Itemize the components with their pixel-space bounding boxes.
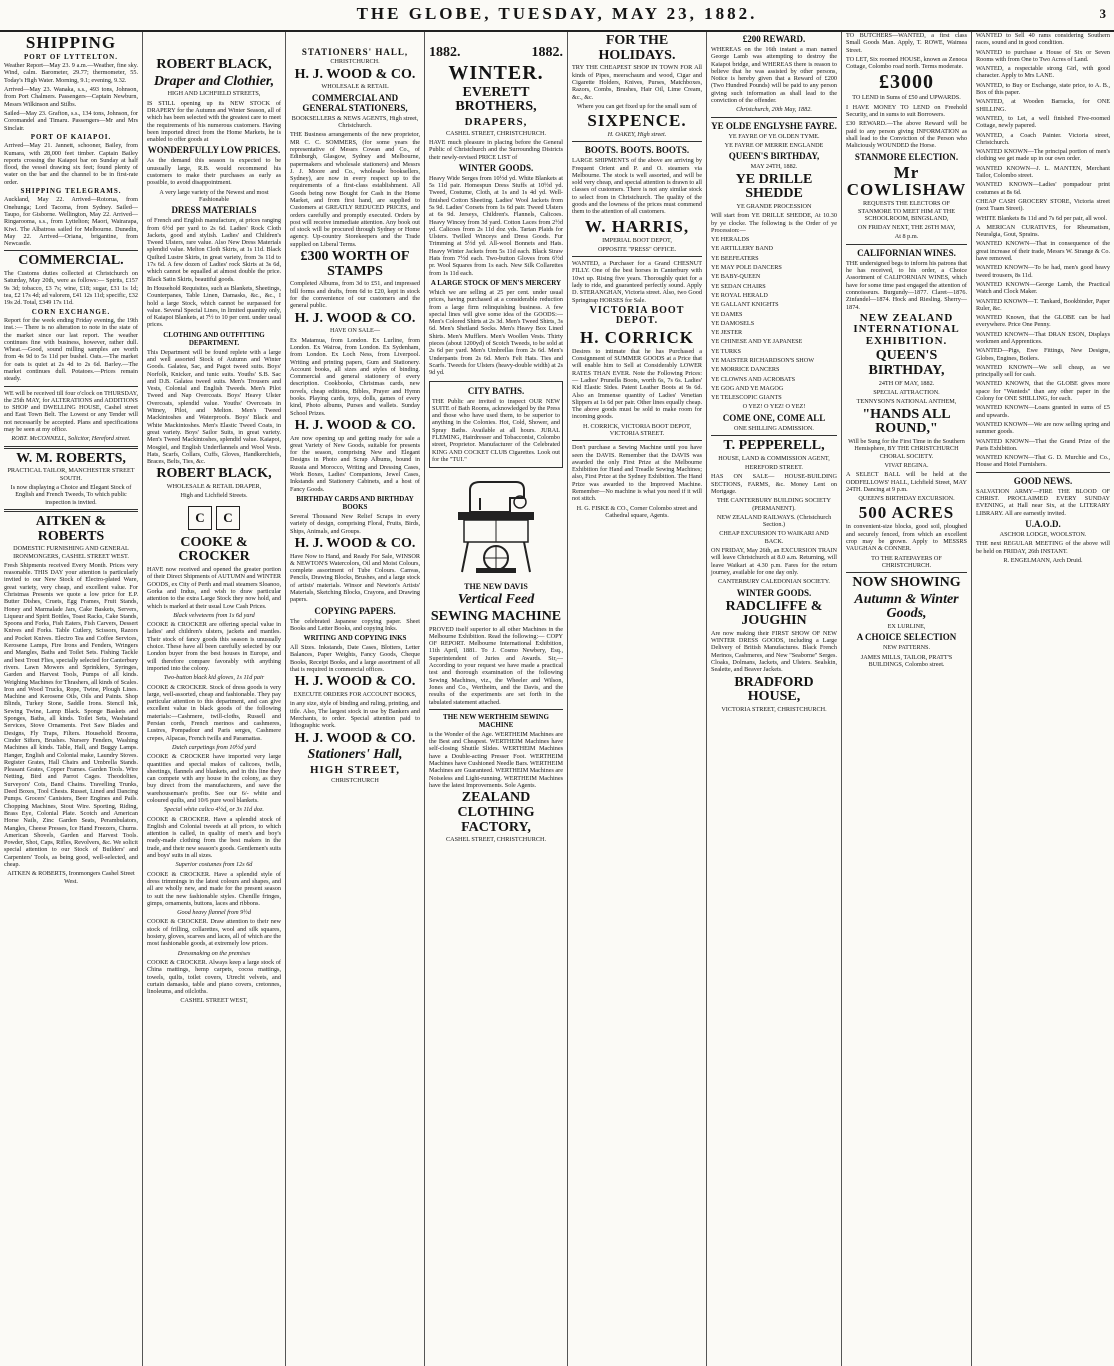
stamps-text: Completed Albums, from 3d to £51, and impressed bill forms and drafts, from 6d to £20, kept in stock for the convenience of our customers and the general public. [290, 280, 420, 310]
divider [711, 117, 837, 118]
onsale-heading: HAVE ON SALE— [329, 327, 381, 335]
wanted-item: WHITE Blankets 8s 11d and 7s 6d per pair, all wool. [976, 214, 1108, 222]
birthday-heading: BIRTHDAY CARDS AND BIRTHDAY BOOKS [296, 494, 414, 511]
procession-item: YE CLOWNS AND ACROBATS [711, 375, 796, 383]
wertheim-text: is the Wonder of the Age. WERTHEIM Machines are the Best and Cheapest. WERTHEIM Machines have self-closing Shuttle Slides. WERTHEIM Machines have a Double-acting Presser Foot. WERTHEIM Machines have Cushioned Needle Bars. WERTHEIM Machines are Guaranteed. WERTHEIM Machines are Noiseless and Light-running. WERTHEIM Machines have the latest Improvements. Sole Agents. [429, 730, 563, 789]
wanted-item: WANTED KNOWN—That the Grand Prize of the Paris Exhibition. [976, 437, 1110, 452]
wanted-item: WANTED Known, that the GLOBE can be had everywhere. Price One Penny. [976, 314, 1110, 329]
queens-heading: QUEEN'S BIRTHDAY, [728, 151, 820, 162]
corrick-heading: H. CORRICK [580, 327, 694, 347]
divider [4, 250, 138, 251]
robert-black-assortment: A very large variety of the Newest and most Fashionable [159, 188, 269, 203]
wanted-item: WANTED KNOWN—We are now selling spring and summer goods. [976, 420, 1110, 436]
uaod-heading: U.A.O.D. [1025, 518, 1061, 529]
wanted-item: WANTED KNOWN—We sell cheap, as we principally sell for cash. [976, 363, 1110, 379]
divider [711, 435, 837, 436]
drille-text: Will start from YE DRILLE SHEDDE, At 10.30 by ye clocke. The following is the Order of ye Procession:— [711, 212, 837, 234]
onsale-text: Ex Matamua, from London. Ex Lurline, from London. Ex Wairoa, from London. Ex Sydenham, from London. Ex Loch Ness, from Liverpool. Writing and printing papers, Gum and Stationery. Account books, all sizes and styles of binding. Commercial and general stationery of every description. Cookbooks, Christmas cards, new novels, cheap editions, Bibles, Prayer and Hymn books. Playing cards, toys, dolls, games of every kind, Photo albums, Purses and wallets. Sunday School Prizes. [290, 336, 420, 417]
procession-item: YE TELESCOPIC GIANTS [711, 394, 782, 402]
divider [846, 244, 967, 245]
robert-black-intro: IS STILL opening up its NEW STOCK of DRAPERY for the Autumn and Winter Season, all of which has been selected with the greatest care to meet the requirements of his numerous customers. Having been imported direct from the Home Markets, he is enabled to offer goods at [147, 99, 281, 144]
robert-black-sign-address: High and Lichfield Streets. [180, 492, 248, 500]
wanted-item: WANTED KNOWN—That in consequence of the great increase of their trade, Messrs W. Strange & Co. have removed. [976, 240, 1110, 263]
harris-address: OPPOSITE "PRESS" OFFICE. [597, 245, 677, 253]
winter-heading: WINTER. [448, 61, 544, 84]
robert-black-intro2: As the demand this season is expected to be unusually large, R.B. would recommend his customers to make their purchases as early as possible, to avoid disappointment. [147, 157, 281, 187]
procession-item: YE DAMOSELS [711, 319, 755, 327]
writing-heading: WRITING AND COPYING INKS [303, 634, 407, 643]
wanted-item: CHEAP CASH GROCERY STORE, Victoria street (next Tuam Street). [976, 197, 1110, 213]
dress-materials-text: of French and English manufacture, at prices ranging from 6½d per yard to 2s 6d. Ladies' Rock Cloth Jackets, good and stylish. Ladies' and Children's Tweed Ulsters, rare value. Also New Dress Materials splendid value. Melton Cloth Skirts, at 1s 11d. Black Quilted Lustre Skirts, in great variety, from 3s 11d to 17s 6d. A few dozen of Ladies' rock Skirts at 3s 6d, which cannot be equalled at almost double the price. Black Satin Skirts, beautiful goods. [147, 217, 281, 283]
ratepayers-heading: TO THE RATEPAYERS OF CHRISTCHURCH. [871, 554, 942, 569]
birthday2-heading: QUEEN'S BIRTHDAY, [868, 348, 945, 379]
clothing-heading: CLOTHING AND OUTFITTING DEPARTMENT. [163, 330, 265, 347]
stamps-heading: £300 WORTH OF STAMPS [300, 249, 410, 279]
kaiapoi-heading: PORT OF KAIAPOI. [30, 132, 112, 141]
lodge-sign: R. ENGELMANN, Arch Druid. [1003, 556, 1083, 564]
procession-item: YE BABY-QUEEN [711, 273, 761, 281]
pepperell-sub: HOUSE, LAND & COMMISSION AGENT, [718, 454, 830, 462]
zealand-sub: CASHEL STREET, CHRISTCHURCH. [445, 836, 547, 844]
procession-item: YE ARTILLERY BAND [711, 245, 773, 253]
reward-ad: £30 REWARD.—The above Reward will be paid to any person giving INFORMATION as shall lead to the Conviction of the Person who Maliciously WOUNDED the Horse. [846, 120, 967, 150]
news-heading: GOOD NEWS. [1013, 475, 1073, 486]
procession-item: YE BEEFEATERS [711, 254, 759, 262]
wood-heading-2: H. J. WOOD & CO. [294, 310, 416, 326]
goods-text: Heavy Wide Serges from 10½d yd. White Blankets at 5s 11d pair. Homespun Dress Stuffs at 10½d yd. Tweed, Costume, Cloth, at 1s and 1s 4d yd. Well-finished Cotton Sheeting. Ladies' Wool Jackets from 5s 9d. Ladies' Corsets from 1s 6d pair. Tweed Ulsters at 6s 9d. Jerseys, Children's. Flannels, Calicoes. Heavy Wincey from 3d yard. Cotton Laces from 2½d yd. Calicoes from 2s 11d doz yds. Tartan Plaids for Ulsters. Twilled Winceys and Dress Goods. Fur Trimming at 5½d yd. All-wool Bonnets and Hats. Heavy Winter Jackets from 5s 11d each. Black Straw Hats from 7½d each. Two-button Gloves from 6½d pr. Wool Squares from 1s each. New Silk Collarettes from 1s 11d each. [429, 174, 563, 277]
procession-item: YE GOG AND YE MAGOG [711, 384, 784, 392]
holidays-heading: FOR THE HOLIDAYS. [598, 33, 676, 63]
wanted-item: WANTED KNOWN—J. L. MANTEN, Merchant Tailor, Colombo street. [976, 164, 1110, 180]
autumn-heading: Autumn & Winter Goods, [854, 591, 959, 622]
column-holidays [568, 32, 707, 1366]
wood-sub2: COMMERCIAL AND GENERAL STATIONERS, [302, 92, 408, 113]
cooke-block-3: COOKE & CROCKER have imported very large quantities and special makes of calicoes, twills, sheetings, flannels and blankets, and in this line they can compete with any house in the colony, as they buy direct from the manufacturers, and save the warehouseman's profits. See our 6/- white and coloured quilts, and 10/6 pure wool blankets. [147, 753, 281, 804]
procession-item: YE MAY POLE DANCERS [711, 264, 782, 272]
year-left: 1882. [429, 45, 461, 60]
wines-text: THE undersigned begs to inform his patrons that he has received, to his order, a Choice Assortment of CALIFORNIAN WINES, which have for some time past engaged the attention of connoisseurs. Burgundy—1877. Claret—1876. Zinfandel—1874. Hock and Riesling. Sherry—1874. [846, 259, 967, 311]
telegrams-report: Auckland, May 22. Arrived—Rotorua, from Onehunga; Lord Tacoma, from Sydney. Sailed—Taupo, for Gisborne. Wellington, May 22. Arrived—Ringarooma, s.s., from Lyttelton; Maori, Wairarapa, Kiwi. The Albatross sailed for Melbourne. Dunedin, May 22. Arrived—Oriana, brigantine, from Newcastle. [4, 196, 138, 248]
tennyson-text: Will be Sung for the First Time in the Southern Hemisphere, BY THE CHRISTCHURCH CHORAL SOCIETY. [848, 438, 965, 460]
wanted-item: WANTED, to Let, a well finished Five-roomed Cottage, newly papered. [976, 114, 1110, 130]
wood-text-3: Are now opening up and getting ready for sale a great Variety of New Goods, suitable for presents for the season, comprising New and Elegant Designs in Photo and Scrap Albums, bound in Russia and Morocco, Writing and Dressing Cases, Work Boxes, Ladies' Companions, Jewel Cases, Inkstands and Stationery Cabinets, and a host of Fancy Goods. [290, 434, 420, 493]
pepperell-address: HEREFORD STREET. [745, 464, 803, 472]
drapers-address: CASHEL STREET, CHRISTCHURCH. [445, 129, 547, 137]
commercial-heading: COMMERCIAL. [18, 253, 124, 269]
cowlishaw-time: At 8 p.m. [894, 233, 919, 241]
vivat-line: VIVAT REGINA. [884, 461, 929, 469]
showing-heading: NOW SHOWING [852, 575, 961, 591]
wines-heading: CALIFORNIAN WINES. [857, 247, 956, 258]
cowlishaw-heading: Mr COWLISHAW [846, 162, 967, 200]
victoria-depot-heading: VICTORIA BOOT DEPOT. [589, 304, 685, 327]
wood-heading: H. J. WOOD & CO. [294, 66, 416, 82]
wanted-item: WANTED, a Coach Painter. Victoria street, Christchurch. [976, 131, 1110, 146]
wanted-item: WANTED KNOWN—To be had, men's good heavy tweed trousers, 8s 11d. [976, 264, 1110, 279]
wood-sub3-6: CHRISTCHURCH [331, 777, 379, 785]
railway-heading: NEW ZEALAND RAILWAYS. (Christchurch Section.) [716, 513, 832, 529]
wanted-item: WANTED KNOWN—That G. D. Murchie and Co., House and Hotel Furnishers. [976, 454, 1110, 469]
wertheim-heading: THE NEW WERTHEIM SEWING MACHINE [443, 712, 549, 729]
choice-line: A CHOICE SELECTION [856, 632, 957, 643]
column-wood [286, 32, 425, 1366]
baths-heading: CITY BATHS. [467, 385, 525, 396]
robert-black-subheading: Draper and Clothier, [153, 73, 275, 89]
wood-sub2-6: HIGH STREET, [309, 763, 401, 776]
divider [846, 572, 967, 573]
copying-text: The celebrated Japanese copying paper. Sheet Books and Letter Books, and copying Inks. [290, 617, 420, 632]
weather-report: Weather Report—May 23. 9 a.m.—Weather, fine sky. Wind, calm. Barometer, 29.77; thermometer, 55. Today's High Water. Morning, 9.1; evening, 9.32. [4, 62, 138, 84]
divider [4, 446, 138, 449]
wanted-item: WANTED, a respectable strong Girl, with good character. Apply to Mrs LANE. [976, 65, 1110, 80]
wood-heading-3: H. J. WOOD & CO. [294, 417, 416, 433]
reward-heading: £200 REWARD. [742, 34, 806, 44]
sixpence-sign: H. OAKEY, High street. [607, 131, 667, 138]
divider [572, 440, 702, 441]
mills-sign: JAMES MILLS, TAILOR, PRATT'S BUILDINGS, Colombo street. [860, 653, 953, 669]
building-society: THE CANTERBURY BUILDING SOCIETY (PERMANENT). [716, 497, 832, 512]
divider [976, 472, 1110, 473]
procession-item: YE HERALDS [711, 236, 750, 244]
fisk-sign: H. G. FISKE & CO., Corner Colombo street and Cathedral square, Agents. [576, 504, 698, 519]
dress-materials-heading: DRESS MATERIALS [171, 205, 257, 216]
wanted-item: WANTED KNOWN—The principal portion of men's clothing we get made up in our own order. [976, 148, 1110, 163]
divider [4, 509, 138, 512]
cooke-block-7: COOKE & CROCKER. Always keep a large stock of China mattings, hemp carpets, cocoa mattings, towels, quilts, toilet covers, Utrecht velvets, and curtain damasks, table and piano covers, cretonnes, linoleums, and oilcloths. [147, 958, 281, 996]
port-heading: PORT OF LYTTELTON. [24, 52, 118, 61]
winter-goods-heading: WINTER GOODS. [736, 587, 812, 598]
sixpence-heading: SIXPENCE. [587, 111, 687, 131]
roberts-subheading: PRACTICAL TAILOR, MANCHESTER STREET SOUTH. [7, 467, 135, 482]
hands-heading: "HANDS ALL ROUND," [862, 406, 951, 437]
harris-heading: W. HARRIS, [584, 216, 690, 236]
column-election [842, 32, 972, 1366]
low-prices: WONDERFULLY LOW PRICES. [147, 145, 281, 156]
wanted-list [976, 32, 1110, 469]
procession-item: YE MORRICE DANCERS [711, 366, 780, 374]
cooke-value-5: Superior costumes from 12s 6d [175, 861, 253, 869]
wood-text-4: Have Now to Hand, and Ready For Sale, WINSOR & NEWTON'S Watercolors, Oil and Moist Colours, complete assortment of Tube Colours. Canvas, Pencils, Drawing Blocks, Brushes, and a large stock of artists' materials. Winsor and Newton's Artists' Materials, Sketching Blocks, Crayons, and Drawing papers. [290, 552, 420, 604]
pepperell-heading: T. PEPPERELL, [723, 438, 825, 454]
column-shipping [0, 32, 143, 1366]
cooke-text: HAVE now received and opened the greater portion of their Direct Shipments of AUTUMN and WINTER GOODS, ex City of Perth and mail steamers Sloanoo, Gorka and Indus, and wish to draw particular attention to the extra Large Stock they now hold, and which is marked at their usual Low Cash Prices. [147, 566, 281, 610]
cooke-block-4: COOKE & CROCKER. Have a splendid stock of English and Colonial tweeds at all prices, to which attention is called, in quality of men's and boy's ready-made clothing from the best makers in the trade, and their new season's goods. Gentlemen's suits and boys' suits in all sizes. [147, 815, 281, 860]
machine-caption: THE NEW DAVIS [464, 582, 528, 592]
masthead [0, 0, 1114, 32]
wanted-item: WANTED to Sell 40 rams considering Southern races, sound and in good condition. [976, 32, 1110, 47]
robert-black-sign-sub: WHOLESALE & RETAIL DRAPER, [166, 483, 262, 491]
procession-item: YE CHINESE AND YE JAPANESE [711, 338, 803, 346]
procession-list [711, 236, 837, 401]
wanted-item: WANTED, to Buy or Exchange, state price, to A. B., Box of this paper. [976, 81, 1110, 97]
birthday-text: Several Thousand New Relief Scraps in every variety of design, comprising Floral, Fruits, Birds, Ships, Animals, and Groups. [290, 512, 420, 535]
clothing-text: This Department will be found replete with a large and well assorted Stock of Autumn and Winter Goods. Galatea, Sac, and Pagot tweed suits. Boys' Norfolk, Knicker, and tunic suits. Youths' S.B. Sac and D.B. Galatea tweed suits. Men's Trousers and Vests, Colonial and English Tweeds. Men's Pilot Tweed and Nap Overcoats. Boys' Heavy Ulster Overcoats, splendid value. Youths' Overcoats in Witney, Pilot, and Melton. Men's Tweed Mackintoshes and Waterproofs. Boys' Black and White Mackintoshes. Men's Elastic Tweed Coats, in great variety. Boys' Sailor Suits, in great variety. Men's Tweed Mackintoshes, splendid value. Kaiapoi, Mosgiel, and English Underflannels and Wool Vests. Hats, Scarfs, Collars, Cuffs, Gloves, Handkerchiefs, Braces, Belts, Ties, &c. [147, 348, 281, 466]
robert-black-heading: ROBERT BLACK, [156, 57, 272, 72]
procession-item: YE TURKS [711, 347, 741, 355]
cooke-footer: CASHEL STREET WEST, [180, 997, 248, 1005]
wanted-item: WANTED, at Wooden Barracks, for ONE SHILLING. [976, 98, 1110, 113]
roberts-text: Is now displaying a Choice and Elegant Stock of English and French Tweeds, To which public inspection is invited. [10, 483, 132, 506]
everett-heading: EVERETT BROTHERS, [455, 84, 537, 115]
money-ad: I HAVE MONEY TO LEND on Freehold Security, and in sums to suit Borrowers. [846, 103, 967, 119]
cooke-value-2: Two-button black kid gloves, 1s 11d pair [163, 674, 265, 682]
wood-sub-5: EXECUTE ORDERS FOR ACCOUNT BOOKS, [293, 691, 417, 699]
wood-sub3: BOOKSELLERS & NEWS AGENTS, High street, Christchurch. [291, 114, 419, 130]
tender-signature: ROBT. McCONNELL, Solicitor, Hereford street. [11, 435, 131, 443]
tennyson-heading: TENNYSON'S NATIONAL ANTHEM, [856, 398, 957, 406]
stationers-city: CHRISTCHURCH. [330, 58, 380, 66]
monogram-left: C [188, 506, 212, 530]
wood-heading-5: H. J. WOOD & CO. [294, 674, 416, 690]
bradford-heading: BRADFORD HOUSE, [734, 674, 814, 705]
wanted-item: WANTED—Pigs, Ewe Fittings, New Designs, Globes, Engines, Boilers. [976, 347, 1110, 362]
mercery-text: Which we are selling at 25 per cent. under usual prices, having purchased at a considerable reduction from a large firm relinquishing business. A few special lines will give some idea of the GOODS:— Men's Colored Shirts at 2s 3d. Men's Tweed Shirts, 3s 6d. Men's Shetland Socks. Men's Heavy Box Lined Shirts. Men's Mufflers. Men's Woollen Vests. Thirty pieces (about 1200yd) of Scotch Tweeds, to be sold at 2s 6d per yard. Men's Umbrellas from 2s 6d. Men's Underpants from 2s 6d. Men's Felt Hats. Ties and Scarfs. Tweeds for Ulsters (heavy-double width) at 2s 9d yd. [429, 288, 563, 377]
olde-heading: YE OLDE ENGLYSHE FAYRE. [711, 120, 837, 131]
cc-monogram [147, 506, 281, 530]
procession-item: YE GALLANT KNIGHTS [711, 301, 779, 309]
wanted-item: WANTED KNOWN—George Lamb, the Practical Watch and Clock Maker. [976, 280, 1110, 296]
aitken-text: Fresh Shipments received Every Month. Prices very reasonable. THIS DAY your attention is particularly invited to our New Stock of Electro-plated Ware, great variety, very cheap, and excellent value. For Christmas Presents we quote a low price for E.P. Butter Dishes, Cruets, Egg Frames, Fruit Stands, Honey and Marmalade Jars, Cake Baskets, Servers, Liqueur and Spirit Bottles, Toast Racks, Cake Stands, Spoons and Forks, Fish Eaters, Fish Carvers, Dessert Knives and Forks. Table Cutlery, Scissors, Razors and Pocket Knives. Electro Tea and Coffee Services, Kerosene Lamps, Fire Irons and Fenders, Wringers and Mangles, Baths and Toilet Sets. Fishing Tackle and best Trout Flies, specially selected for Canterbury rivers. Lawn Mowers and Sprinklers, Syringes, Garden and Harvest Tools, Pumps of all kinds. Weighing Machines for Thrashers, all kinds of Scales. Iron and Wood Trucks, Rope, Twine, Plough Lines. Machine and Kerosene Oils, Oils and Paints. Shop Blinds, Turkey Stone, Saddle Irons. Stencil Ink, Sewing Twine, Lamp Black. Sponge Baskets and Sponges, Baths, all kinds. Toilet Sets, Washstand Services, Stove Ornaments. Fret Saw Blades and Designs, Fly Traps, Filters. Household Brooms, Cinder Sifters, Brushes. Nursery Fenders, Washing Machines all kinds. Table, Hall, and Buggy Lamps. Hanger, English and Colonial make, Laundry Stoves. Register Grates, Hall Chairs and Umbrella Stands. Pleasant Grates, Copper Frames. Garden Tools. Wire Netting, Bird and Parrot Cages. Theodolites, Surveyors' Cots, Band Chains. Travelling Trunks, Deed Boxes, Tool Chests. Russet, Lined and Dancing Pumps. Grocers' Canisters, Beer Engines and Pails. Chopping Machines, Stout Wire. Sporting, Riding, Brass Eye, Colonial Plate. Scotch and American Horse Nails, Zinc Garden Seats, Perambulators, Mangles, Cheese Presses, Ice Hand Freezers, Churns. American Shovels, Garden and Harvest Tools. Powder, Shot, Caps, Rifles, Revolvers, &c. We solicit special attention to our Stock of Builders' and Carpenters' Tools, as being good, well-selected, and cheap. [4, 561, 138, 868]
to-let-ad: TO LET, Six roomed HOUSE, known as Zenoca Cottage, Colombo road north. Terms moderate. [846, 55, 967, 71]
copying-heading: COPYING PAPERS. [314, 605, 396, 616]
caledonian-heading: CANTERBURY CALEDONIAN SOCIETY. [718, 578, 830, 586]
goods-heading: WINTER GOODS. [458, 162, 534, 173]
column-fayre [707, 32, 842, 1366]
olde-line-1: YE FAYRE OF YE OLDEN TYME. [728, 132, 820, 140]
wood-sub: WHOLESALE & RETAIL [321, 83, 389, 91]
aitken-signature: AITKEN & ROBERTS, Ironmongers Cashel Street West. [7, 870, 135, 885]
telegrams-heading: SHIPPING TELEGRAMS. [20, 186, 122, 195]
year-line [429, 46, 563, 61]
roberts-heading: W. M. ROBERTS, [16, 450, 126, 466]
boots-text: LARGE SHIPMENTS of the above are arriving by Frequent Orient and P. and O. steamers via Melbourne. The stock is well assorted, and will be sold very cheap, and special attention is drawn to all classes of customers. There is not any similar stock to select from in Christchurch. The quality of the goods and the lowness of the prices must commend them to the attention of all customers. [572, 157, 702, 216]
wanted-item: WANTED KNOWN—Loans granted in sums of £5 and upwards. [976, 404, 1110, 419]
olde-line-2: YE FAYRE OF MERRIE ENGLANDE [724, 141, 824, 149]
page-number: 3 [1099, 6, 1106, 21]
wood-intro: THE Business arrangements of the new proprietor, MR C. C. SOMMERS, (for some years the representative of Messrs Cowan and Co., of Edinburgh, Glasgow, Sydney and Melbourne, papermakers and wholesale stationers) and Messrs J. J. Moore and Co., wholesale booksellers, Sydney), are now in every respect up to the requirements of a first-class establishment. All Goods being now Bought for Cash in the Home Market, and from first hand, are supplied to Customers at GREATLY REDUCED PRICES, and orders carefully and promptly executed. Orders by post will receive immediate attention. Any book out of stock will be procured through Sydney or Home agency. Up-country Storekeepers and the Trade supplied on Liberal Terms. [290, 131, 420, 248]
procession-item: YE ROYAL HERALD [711, 291, 768, 299]
to-lend: TO LEND in Sums of £50 and UPWARDS. [852, 94, 961, 102]
sailed-report: Sailed—May 23. Grafton, s.s., 134 tons, Johnson, for Coromandel and Timaru. Passengers—Mr and Mrs Sinclair. [4, 109, 138, 132]
column-wanted [972, 32, 1114, 1366]
reward-text: WHEREAS on the 16th instant a man named George Lamb was attempting to destroy the Kaiapoi bridge, and WHEREAS there is reason to believe that he was assisted by other persons, Notice is hereby given that a Reward of £200 (Two Hundred Pounds) will be paid to any person giving such information as shall lead to the conviction of the offender. [711, 46, 837, 105]
newspaper-title: THE GLOBE, TUESDAY, MAY 23, 1882. [356, 4, 758, 23]
baths-text: THE Public are invited to inspect OUR NEW SUITE of Bath Rooms, acknowledged by the Press and those who have used them, to be superior to anything in the Colonies. Hot, Cold, Shower, and Spray Baths. Available at all hours. JURAL FLEMING, Hairdresser and Tobacconist, Colombo street, Proprietor. Manufacturer of the Celebrated KING AND COCKET CLUB Cigarettes. Look out for the "TUI." [432, 397, 560, 463]
fisk-text: Don't purchase a Sewing Machine until you have seen the DAVIS. Remember that the DAVIS was awarded the only First Prize at the Melbourne Exhibition for Hand and Treadle Sewing Machines; also, First Prize at the Sydney Exhibition. The Hand Prize was awarded to the Improved Machine. Remember—No machine is what you need if it will not stitch. [572, 444, 702, 503]
boots-heading: BOOTS. BOOTS. BOOTS. [584, 145, 690, 156]
cooke-block-6: COOKE & CROCKER. Draw attention to their new stock of frilling, collarettes, wool and silk squares, hosiery, gloves, scarves and laces, all of which are the most fashionable goods, at extremely low prices. [147, 918, 281, 948]
aitken-subheading: DOMESTIC FURNISHING AND GENERAL IRONMONGERS, CASHEL STREET WEST. [13, 545, 129, 560]
column-everett [425, 32, 568, 1366]
cowlishaw-sub: REQUESTS THE ELECTORS OF STANMORE TO MEET HIM AT THE SCHOOLROOM, BINGSLAND, [857, 200, 956, 222]
cooke-heading: COOKE & CROCKER [178, 534, 250, 565]
cooke-block-1: COOKE & CROCKER are offering special value in ladies' and children's ulsters, jackets and mantles. Their stock of fancy goods this season is unusually choice. These have all been carefully selected by our London buyer from the best houses in Europe, and will therefore compare favorably with anything imported into the colony. [147, 621, 281, 672]
mercery-heading: A LARGE STOCK OF MEN'S MERCERY [430, 278, 562, 287]
year-right: 1882. [531, 45, 563, 60]
shipping-heading: SHIPPING [25, 33, 117, 52]
divider [572, 256, 702, 257]
wanted-item: WANTED KNOWN, that the GLOBE gives more space for "Wanteds" than any other paper in the Colony for ONE SHILLING, for each. [976, 380, 1110, 403]
corrick-sign: H. CORRICK, VICTORIA BOOT DEPOT, VICTORIA STREET. [582, 422, 691, 437]
robert-black-address: HIGH AND LICHFIELD STREETS, [167, 90, 261, 98]
stanmore-heading: STANMORE ELECTION. [854, 151, 959, 162]
kaiapoi-report: Arrived—May 21. Jannett, schooner, Bailey, from Kumara, with 28,000 feet timber. Captain Bailey reports crossing the Kaiapoi bar on Sunday at half flood, the vessel drawing six feet; found plenty of water on the bar and the channel to be in first-rate order. [4, 142, 138, 186]
divider [572, 141, 702, 142]
lodge-text: THE next REGULAR MEETING of the above will be held on FRIDAY, 26th INSTANT. [976, 540, 1110, 555]
harris-sub: IMPERIAL BOOT DEPOT, [602, 236, 672, 244]
railway-sub: CHEAP EXCURSION TO WAIKARI AND BACK. [719, 530, 829, 545]
wanted-item: WANTED KNOWN—That DRAN ESON, Displays workmen and Apprentices. [976, 330, 1110, 345]
wanted-item: A MERICAN CURATIVES, for Rheumatism, Neuralgia, Gout, Sprains. [976, 223, 1110, 239]
cooke-value-1: Black velveteens from 1s 6d yard [173, 611, 255, 619]
cooke-value-6: Good heavy flannel from 9½d [177, 909, 251, 917]
attraction-heading: SPECIAL ATTRACTION. [873, 389, 940, 397]
birthday2-date: 24TH OF MAY, 1882. [878, 379, 935, 387]
sewing-machine-illustration [450, 472, 542, 578]
admission-line: ONE SHILLING ADMISSION. [734, 424, 814, 432]
everett-intro: HAVE much pleasure in placing before the General Public of Christchurch and the Surrounding Districts their newly-revised PRICE LIST of [429, 138, 563, 161]
divider [4, 386, 138, 387]
procession-item: YE SEDAN CHAIRS [711, 282, 766, 290]
exchange-heading: CORN EXCHANGE. [31, 307, 111, 316]
machine-sub: Vertical Feed [457, 592, 535, 608]
cooke-value-3: Dutch carpetings from 10½d yard [172, 743, 256, 751]
cooke-block-2: COOKE & CROCKER. Stock of dress goods is very large, well-assorted, cheap and fashionable. They pay particular attention to this department, and can give excellent value in black goods of the following materials:—Cashmere, twill-cloths, Russell and Persian cords, French merinos and cashmeres, Lustres, Pompadour and Paris serges, Cashmere crepes, Alpacas, French twills and Paramattas. [147, 683, 281, 742]
cooke-block-5: COOKE & CROCKER. Have a splendid style of dress trimmings in the latest colours and shapes, and all are wholly new, and made for the present season to suit the new fashionable styles. Chenille fringes, gimps, ornaments, buttons, laces and ribbons. [147, 870, 281, 907]
lodge-heading: ASCHOR LODGE, WOOLSTON. [999, 530, 1087, 538]
three-thousand: £3000 [879, 71, 934, 94]
drapers-heading: DRAPERS, [464, 116, 528, 129]
robert-black-sign-heading: ROBERT BLACK, [156, 466, 272, 482]
queens-date: MAY 24TH, 1882. [750, 163, 798, 171]
columns [0, 32, 1114, 1366]
ball-ad: A SELECT BALL will be held at the ODDFELLOWS' HALL, Lichfield Street, MAY 24TH. Dancing at 9 p.m. [846, 471, 967, 493]
wood-text-5: in any size, style of binding and ruling, printing, and title. Also, The largest stock in use by Bankers and Merchants, to order. Special attention paid to lithographic work. [290, 700, 420, 730]
try-text: TRY THE CHEAPEST SHOP IN TOWN FOR All kinds of Pipes, meerschaum and wood, Cigar and Cigarette Holders, Knives, Purses, Matchboxes, Razors, Combs, Brushes, Hair Oil, Lime Cream, &c., &c. [572, 64, 702, 101]
procession-item: YE DAMES [711, 310, 743, 318]
exhibition-heading: NEW ZEALAND INTERNATIONAL EXHIBITION. [853, 311, 960, 347]
commercial-report: The Customs duties collected at Christchurch on Saturday, May 20th, were as follows:— Spirits, £157 9s 3d; tobacco, £3 7s; wine, £18; sugar, £31 1s 1d; tea, £2 17s 4d; ad valorem, £41 12s 11d; specific, £32 19s 2d. Total, £349 17s 11d. [4, 270, 138, 307]
oyez-line: O YEZ! O YEZ! O YEZ! [742, 403, 806, 411]
wood-heading-6: H. J. WOOD & CO. [294, 730, 416, 746]
come-line: COME ONE, COME ALL [722, 412, 826, 423]
wanted-item: WANTED to purchase a House of Six or Seven Rooms with from One to Two Acres of Land. [976, 48, 1110, 63]
writing-text: All Sizes. Inkstands, Date Cases, Blotters, Letter Balances, Paper Weights, Fancy Goods, Cheque Books, Receipt Books, and a large assortment of all that is required in commercial offices. [290, 644, 420, 674]
wood-heading-4: H. J. WOOD & CO. [294, 535, 416, 551]
drille-sub: YE GRANDE PROCESSION [736, 202, 812, 210]
wanted-filly: WANTED, a Purchaser for a Grand CHESNUT FILLY. One of the best horses in Canterbury with 10wt up. Rising five years. Thoroughly quiet for a lady to ride, and guaranteed perfectly sound. Apply D. STERANGHAN, Victoria street. Also, two Good Springtrap HORSES for Sale. [572, 260, 702, 304]
cooke-value-4: Special white calico 4½d, or 3s 11d doz. [164, 806, 264, 814]
sixpence-lead: Where you can get fixed up for the small sum of [577, 102, 697, 110]
aitken-heading: AITKEN & ROBERTS [35, 513, 107, 544]
wanted-item: WANTED KNOWN—Ladies' pompadour print costumes at 8s 6d. [976, 181, 1110, 196]
machine-heading: SEWING MACHINE [430, 608, 562, 624]
acres-text: in convenient-size blocks, good soil, ploughed and securely fenced, from which an excellent crop may be grown. Apply to MESSRS VAUGHAN & CONNER. [846, 523, 967, 553]
wood-sub-6: Stationers' Hall, [307, 747, 403, 763]
household-text: In Household Requisites, such as Blankets, Sheetings, Counterpanes, Table Linen, Damasks, &c., &c., I hold a large Stock, which cannot be surpassed for value. Several Special Lines, in limited quantity only, of Kaiapoi Blankets, at 7½ to 10 per cent. under usual prices. [147, 284, 281, 329]
excursion-heading: QUEEN'S BIRTHDAY EXCURSION. [858, 495, 955, 503]
patterns-line: NEW PATTERNS. [882, 644, 931, 652]
butchers-ad: TO BUTCHERS—WANTED, a first class Small Goods Man. Apply, T. ROWE, Waimea Street. [846, 32, 967, 54]
monogram-right: C [216, 506, 240, 530]
column-robert-black [143, 32, 286, 1366]
cooke-value-7: Dressmaking on the premises [177, 949, 251, 957]
city-baths-box [429, 381, 563, 469]
zealand-heading: ZEALAND CLOTHING FACTORY, [457, 790, 535, 835]
drille-heading: YE DRILLE SHEDDE [735, 171, 813, 202]
radcliffe-heading: RADCLIFFE & JOUGHIN [725, 598, 823, 629]
procession-item: YE MAISTER RICHARDSON'S SHOW [711, 356, 815, 364]
lurline-line: EX LURLINE, [887, 623, 926, 631]
tender-notice: WE will be received till four o'clock on THURSDAY, the 25th MAY, for ALTERATIONS and ADDITIONS to SHOP and DWELLING HOUSE, Cashel street and East Town Belt. The Lowest or any Tender will not necessarily be accepted. Plans and specifications may be seen at my office. [4, 389, 138, 434]
cowlishaw-date: ON FRIDAY NEXT, THE 26TH MAY, [857, 224, 956, 232]
radcliffe-text: Are now making their FIRST SHOW OF NEW WINTER DRESS GOODS, including a Large Delivery of British Manufactures. Black French Merinos, Cashmeres, and New "Seaborne" Serges. Cloaks, Dolmans, Jackets, and Ulsters. Sealskin, Sealette, and Beaver Jackets. [711, 629, 837, 674]
machine-text: PROVED itself superior to all other Machines in the Melbourne Exhibition. Read the following:— COPY OF REPORT. Melbourne International Exhibition, 11th April, 1881. To J. Cosmo Newbery, Esq., Superintendent of Juries and Awards. Sir,—According to your request we have made a practical test and thorough examination of the following Sewing Machines, viz., the Wheeler and Wilson, Jones and Co., Wertheim, and the Davis, and the results of the experiments are set forth in the tabulated statement attached. [429, 625, 563, 706]
stationers-hall: STATIONERS' HALL, [301, 47, 409, 57]
bradford-address: VICTORIA STREET, CHRISTCHURCH. [721, 706, 827, 714]
wanted-item: WANTED KNOWN—T. Tankard, Bookbinder, Paper Ruler, &c. [976, 297, 1110, 312]
acres-heading: 500 ACRES [858, 503, 955, 523]
procession-item: YE JESTER [711, 329, 743, 337]
divider [429, 709, 563, 710]
exchange-report: Report for the week ending Friday evening, the 19th inst.:— There is no alteration to note in the state of the market since our last report. The weather continues fine with business, however, rather dull. Wheat.—Good, sound milling samples are worth from 4s 9d to 5s 11d per bushel. Oats.—The market for oats is quiet at 2s 4d to 2s 6d. Barley.—The market continues dull. Potatoes.—Prices remain steady. [4, 316, 138, 383]
corrick-text: Desires to intimate that he has Purchased a Consignment of SUMMER GOODS at a Price that will enable him to Sell at Considerably LOWER RATES THAN EVER. Note the Following Prices:— Ladies' Prunella Boots, worth 6s, 7s 6s. Ladies' Kid Elastic Sides. Patent Leather Boots at 9s 6d. Also an Immense quantity of Ladies' Venetian Slippers at 1s 6d per pair. Other lines equally cheap. The above goods must be sold to make room for incoming goods. [572, 347, 702, 421]
arrived-report: Arrived—May 23. Wanaka, s.s., 493 tons, Johnson, from Port Chalmers. Passengers—Captain Newburn, Messrs Wilkinson and Stilbs. [4, 86, 138, 108]
railway-text: ON FRIDAY, May 26th, an EXCURSION TRAIN will leave Christchurch at 8.0 a.m. Returning, will leave Waikari at 4.30 p.m. Fares for the return journey, available for one day only. [711, 547, 837, 576]
news-text: SALVATION ARMY—FIRE THE BLOOD OF CHRIST. PROCLAIMED EVERY SUNDAY EVENING, at Hall near Six, at the LITERARY LIBRARY. All are earnestly invited. [976, 487, 1110, 517]
pepperell-text: HAS ON SALE— HOUSE-BUILDING SECTIONS, FARMS, &c. Money Lent on Mortgage. [711, 473, 837, 495]
reward-sign: Christchurch, 20th May, 1882. [736, 106, 812, 114]
